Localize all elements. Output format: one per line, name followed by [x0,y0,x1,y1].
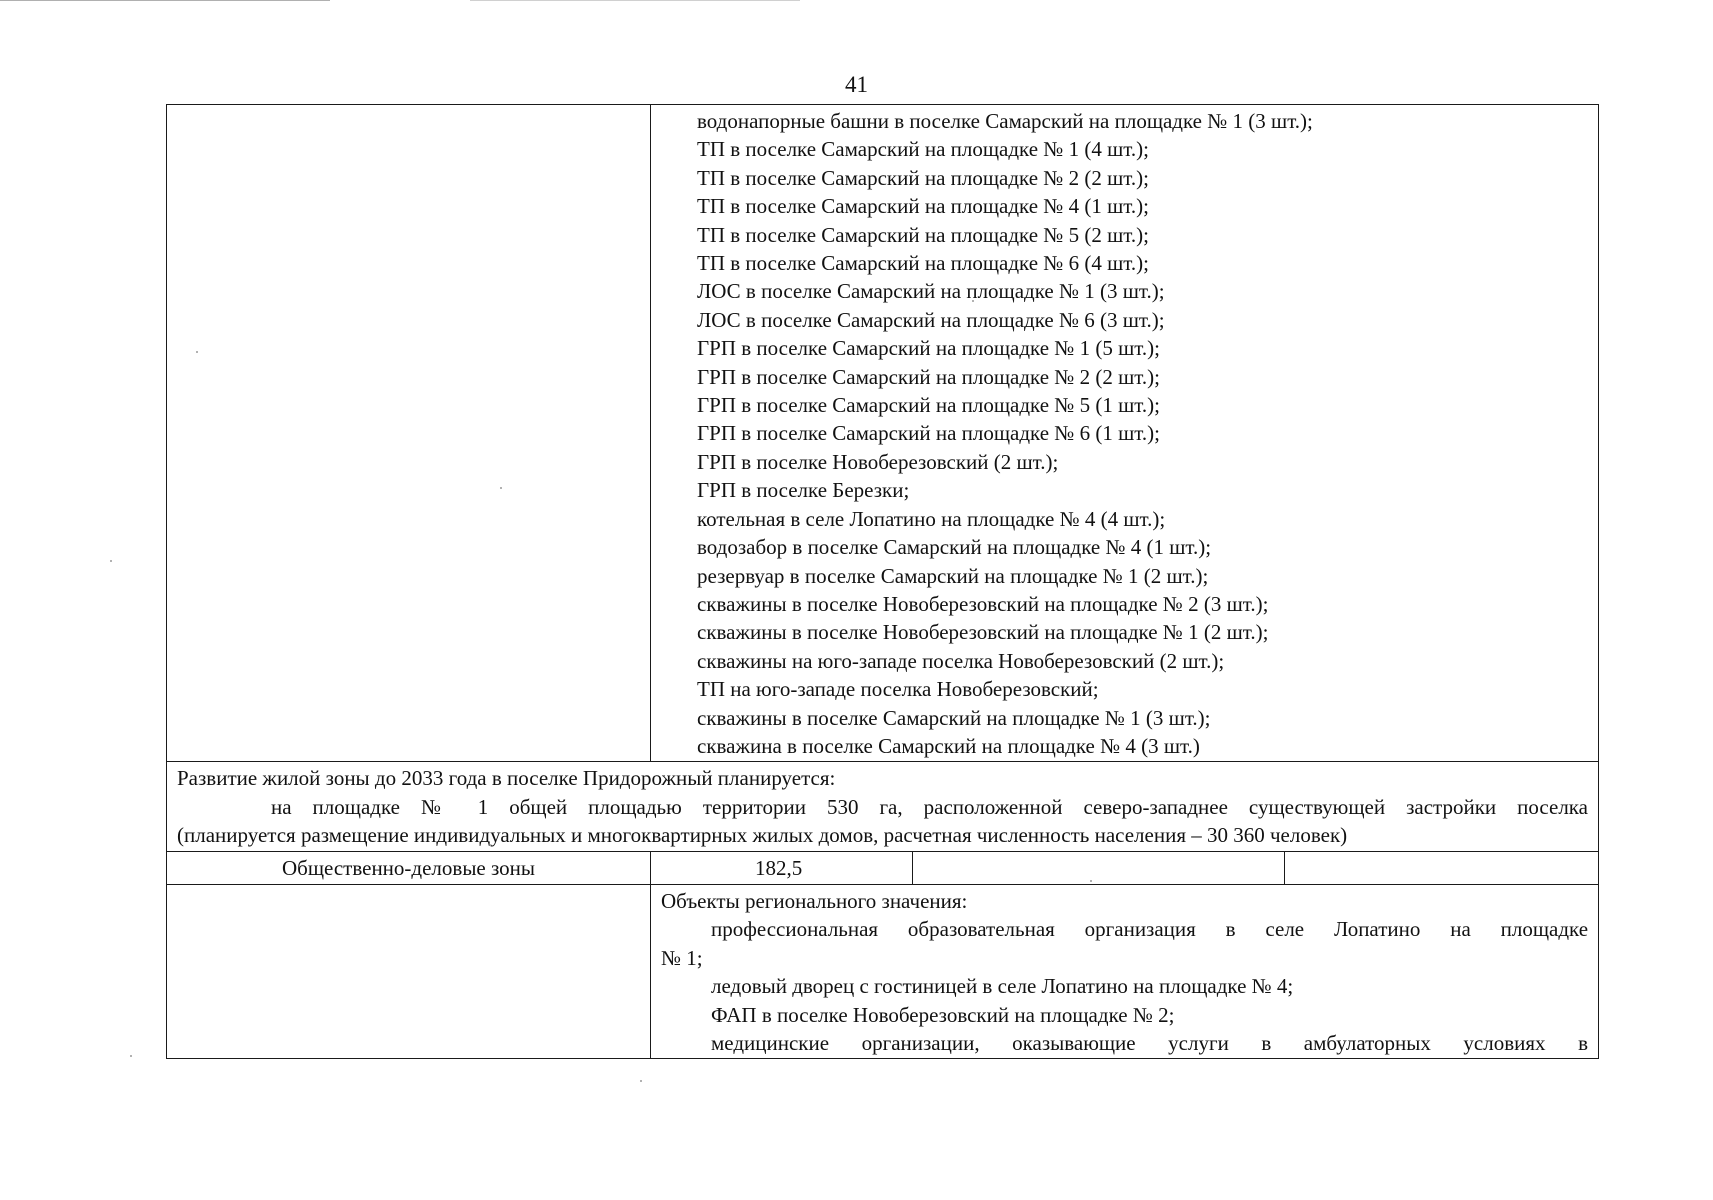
list-item: ТП на юго-западе поселка Новоберезовский; [697,677,1099,702]
empty-cell [913,851,1285,884]
list-item: скважины в поселке Новоберезовский на площадке № 1 (2 шт.); [697,620,1269,645]
table-row [167,851,1599,884]
table-row [167,762,1599,851]
scan-top-edge [0,0,330,1]
list-item: котельная в селе Лопатино на площадке № 4 (4 шт.); [697,506,1166,531]
list-item: ГРП в поселке Самарский на площадке № 2 (2 шт.); [697,364,1160,389]
list-item: водозабор в поселке Самарский на площадке № 4 (1 шт.); [697,535,1212,560]
empty-cell [167,884,651,1058]
list-item: скважины в поселке Самарский на площадке № 1 (3 шт.); [697,705,1211,730]
list-item: ТП в поселке Самарский на площадке № 5 (2 шт.); [697,222,1149,247]
list-item: ТП в поселке Самарский на площадке № 2 (2 шт.); [697,165,1149,190]
list-item: ТП в поселке Самарский на площадке № 6 (4 шт.); [697,251,1149,276]
regional-objects-cell [651,884,1599,1058]
empty-cell [1285,851,1599,884]
page-number: 41 [845,72,868,97]
regional-object-item: профессиональная образовательная организация в селе Лопатино на площадке [711,917,1589,942]
regional-object-item: ФАП в поселке Новоберезовский на площадке № 2; [711,1002,1175,1027]
zone-name-cell: Общественно-деловые зоны [167,851,651,884]
scan-speck [110,560,112,562]
list-item: ТП в поселке Самарский на площадке № 1 (4 шт.); [697,137,1149,162]
list-item: скважина в поселке Самарский на площадке № 4 (3 шт.) [697,733,1200,758]
scan-speck [640,1080,642,1082]
regional-object-item-continuation: № 1; [661,945,703,970]
list-item: ГРП в поселке Самарский на площадке № 5 (1 шт.); [697,393,1160,418]
table-row [167,105,1599,762]
list-item: скважины на юго-западе поселка Новоберезовский (2 шт.); [697,648,1225,673]
residential-development-cell [167,762,1599,851]
residential-heading: Развитие жилой зоны до 2033 года в поселке Придорожный планируется: [177,766,836,791]
zone-area-cell: 182,5 [651,851,913,884]
list-item: водонапорные башни в поселке Самарский на площадке № 1 (3 шт.); [697,109,1313,133]
objects-list [697,107,1586,760]
list-item: ГРП в поселке Самарский на площадке № 6 (1 шт.); [697,421,1160,446]
regional-object-item: ледовый дворец с гостиницей в селе Лопатино на площадке № 4; [711,974,1294,999]
list-item: ГРП в поселке Березки; [697,478,910,503]
list-item: ЛОС в поселке Самарский на площадке № 6 (3 шт.); [697,307,1165,332]
regional-objects-heading: Объекты регионального значения: [661,888,968,913]
list-item: ГРП в поселке Новоберезовский (2 шт.); [697,449,1059,474]
objects-list-cell [651,105,1599,762]
list-item: ТП в поселке Самарский на площадке № 4 (1 шт.); [697,194,1149,219]
residential-paragraph-line: на площадке № 1 общей площадью территории 530 га, расположенной северо-западнее существующей застройки поселка [271,794,1589,819]
scan-speck [130,1055,132,1057]
scan-top-edge [470,0,800,1]
empty-cell [167,105,651,762]
residential-paragraph-line: (планируется размещение индивидуальных и многоквартирных жилых домов, расчетная численность населения – 30 360 человек) [177,823,1348,848]
zoning-table [166,104,1599,1059]
list-item: скважины в поселке Новоберезовский на площадке № 2 (3 шт.); [697,591,1269,616]
table-row [167,884,1599,1058]
list-item: ЛОС в поселке Самарский на площадке № 1 (3 шт.); [697,279,1165,304]
list-item: резервуар в поселке Самарский на площадке № 1 (2 шт.); [697,563,1209,588]
list-item: ГРП в поселке Самарский на площадке № 1 (5 шт.); [697,336,1160,361]
regional-object-item: медицинские организации, оказывающие услуги в амбулаторных условиях в [711,1031,1589,1055]
